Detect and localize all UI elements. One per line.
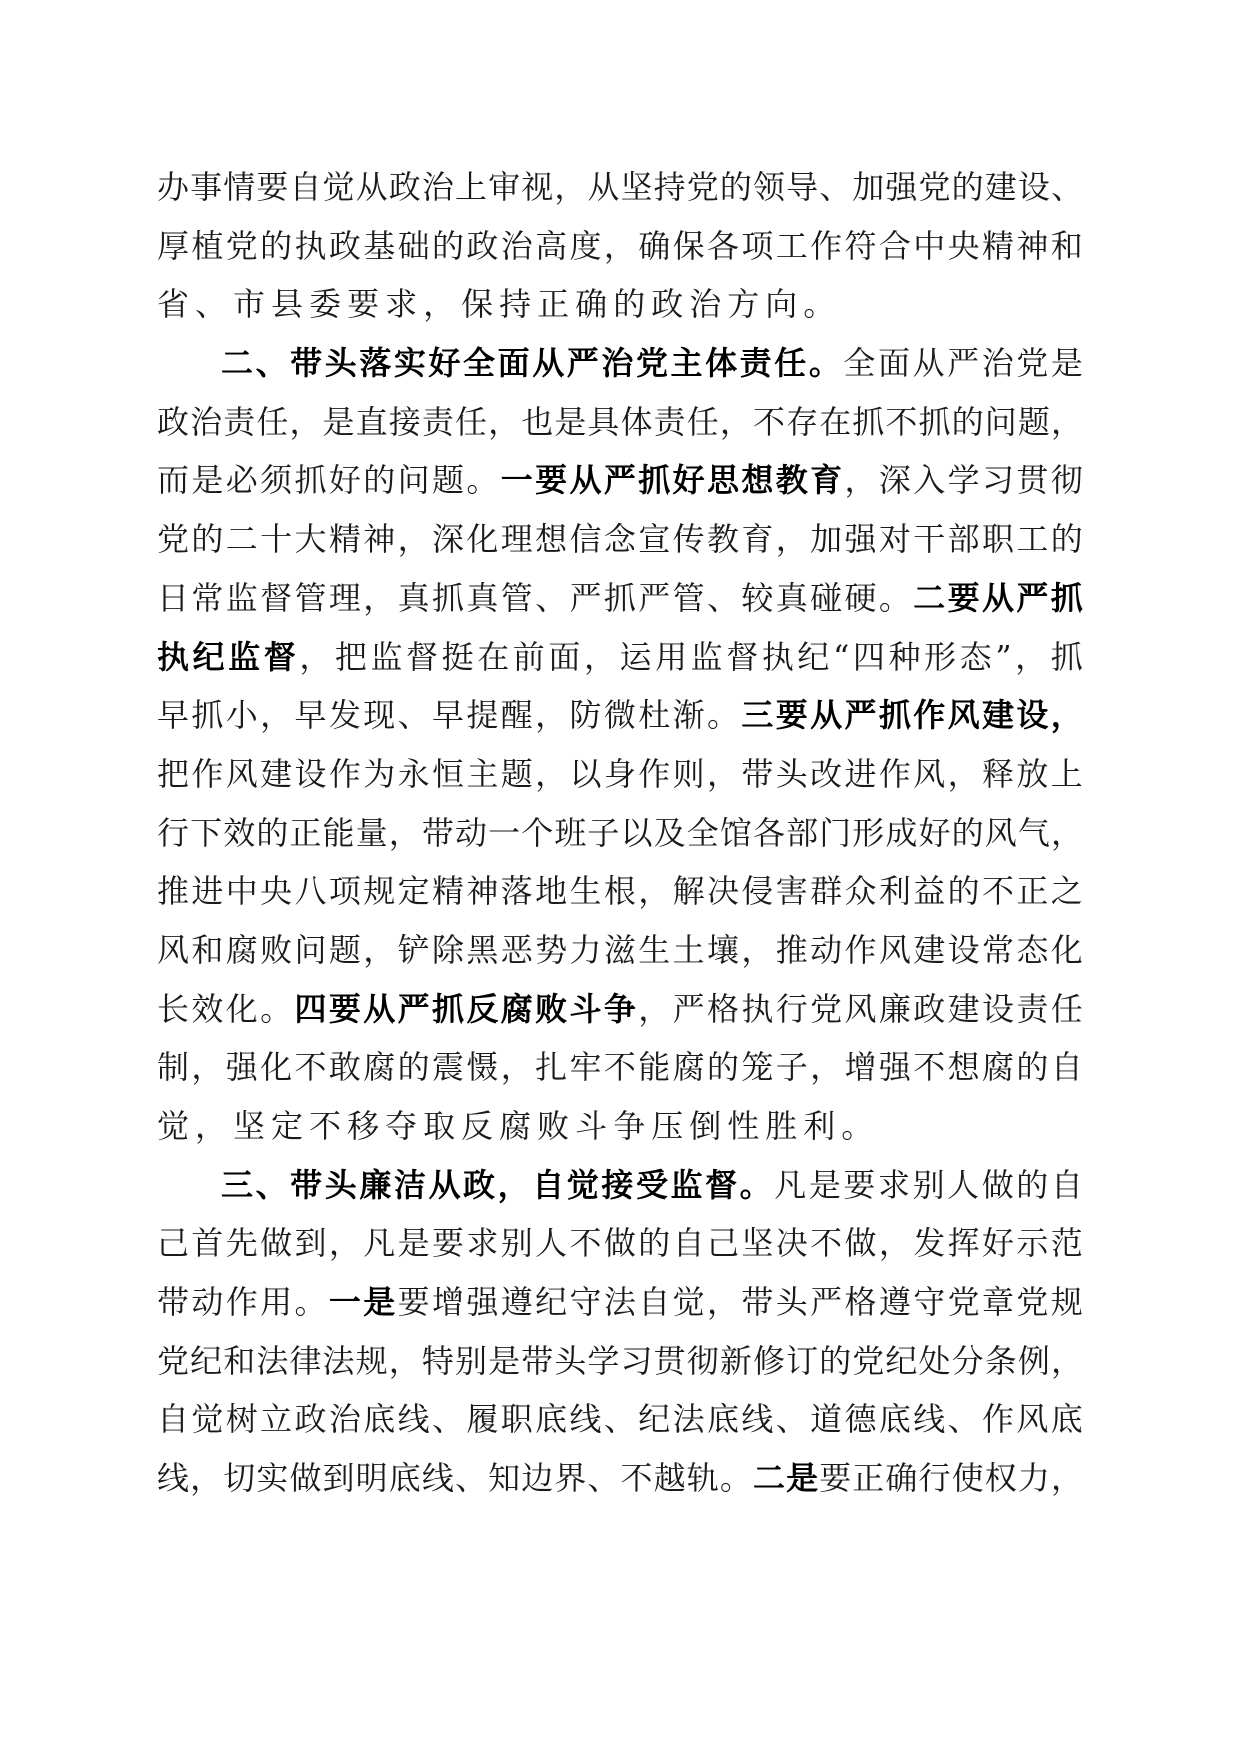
document-body [157,158,1083,1508]
text-line: 长 效 化 。 四 要 从 严 抓 反 腐 败 斗 争 ， 严 格 执 行 党 风 廉 政 建 设 责 任 [157,989,1083,1028]
text-line: 己 首 先 做 到 ， 凡 是 要 求 别 人 不 做 的 自 己 坚 决 不 做 ， 发 挥 好 示 范 [157,1224,1083,1263]
text-line: 早 抓 小 ， 早 发 现 、 早 提 醒 ， 防 微 杜 渐 。 三 要 从 严 抓 作 风 建 设 ， [157,696,1083,735]
text-line: 觉 ， 坚 定 不 移 夺 取 反 腐 败 斗 争 压 倒 性 胜 利 。 [157,1107,880,1145]
text-line: 省 、 市 县 委 要 求 ， 保 持 正 确 的 政 治 方 向 。 [157,285,842,324]
text-line: 厚 植 党 的 执 政 基 础 的 政 治 高 度 ， 确 保 各 项 工 作 符 合 中 央 精 神 和 [157,226,1083,265]
text-line: 三 、 带 头 廉 洁 从 政 ， 自 觉 接 受 监 督 。 凡 是 要 求 别 人 做 的 自 [221,1165,1083,1204]
text-line: 日 常 监 督 管 理 ， 真 抓 真 管 、 严 抓 严 管 、 较 真 碰 硬 。 二 要 从 严 抓 [157,578,1083,617]
text-line: 推 进 中 央 八 项 规 定 精 神 落 地 生 根 ， 解 决 侵 害 群 众 利 益 的 不 正 之 [157,872,1083,911]
text-line: 党 纪 和 法 律 法 规 ， 特 别 是 带 头 学 习 贯 彻 新 修 订 的 党 纪 处 分 条 例 ， [157,1341,1083,1380]
text-line: 风 和 腐 败 问 题 ， 铲 除 黑 恶 势 力 滋 生 土 壤 ， 推 动 作 风 建 设 常 态 化 [157,930,1083,969]
text-line: 带 动 作 用 。 一 是 要 增 强 遵 纪 守 法 自 觉 ， 带 头 严 格 遵 守 党 章 党 规 [157,1283,1083,1322]
text-line: 制 ， 强 化 不 敢 腐 的 震 慑 ， 扎 牢 不 能 腐 的 笼 子 ， 增 强 不 想 腐 的 自 [157,1048,1083,1087]
text-line: 把 作 风 建 设 作 为 永 恒 主 题 ， 以 身 作 则 ， 带 头 改 进 作 风 ， 释 放 上 [157,754,1083,793]
text-line: 执 纪 监 督 ， 把 监 督 挺 在 前 面 ， 运 用 监 督 执 纪 “ 四 种 形 态 ” ， 抓 [157,637,1083,676]
text-line: 而 是 必 须 抓 好 的 问 题 。 一 要 从 严 抓 好 思 想 教 育 ， 深 入 学 习 贯 彻 [157,461,1083,500]
text-line: 行 下 效 的 正 能 量 ， 带 动 一 个 班 子 以 及 全 馆 各 部 门 形 成 好 的 风 气 ， [157,813,1083,852]
text-line: 政 治 责 任 ， 是 直 接 责 任 ， 也 是 具 体 责 任 ， 不 存 在 抓 不 抓 的 问 题 ， [157,402,1083,441]
text-line: 线 ， 切 实 做 到 明 底 线 、 知 边 界 、 不 越 轨 。 二 是 要 正 确 行 使 权 力 ， [157,1459,1083,1498]
text-line: 党 的 二 十 大 精 神 ， 深 化 理 想 信 念 宣 传 教 育 ， 加 强 对 干 部 职 工 的 [157,520,1083,559]
text-line: 办 事 情 要 自 觉 从 政 治 上 审 视 ， 从 坚 持 党 的 领 导 、 加 强 党 的 建 设 、 [157,168,1083,206]
text-line: 二 、 带 头 落 实 好 全 面 从 严 治 党 主 体 责 任 。 全 面 从 严 治 党 是 [221,344,1083,383]
text-line: 自 觉 树 立 政 治 底 线 、 履 职 底 线 、 纪 法 底 线 、 道 德 底 线 、 作 风 底 [157,1400,1083,1439]
